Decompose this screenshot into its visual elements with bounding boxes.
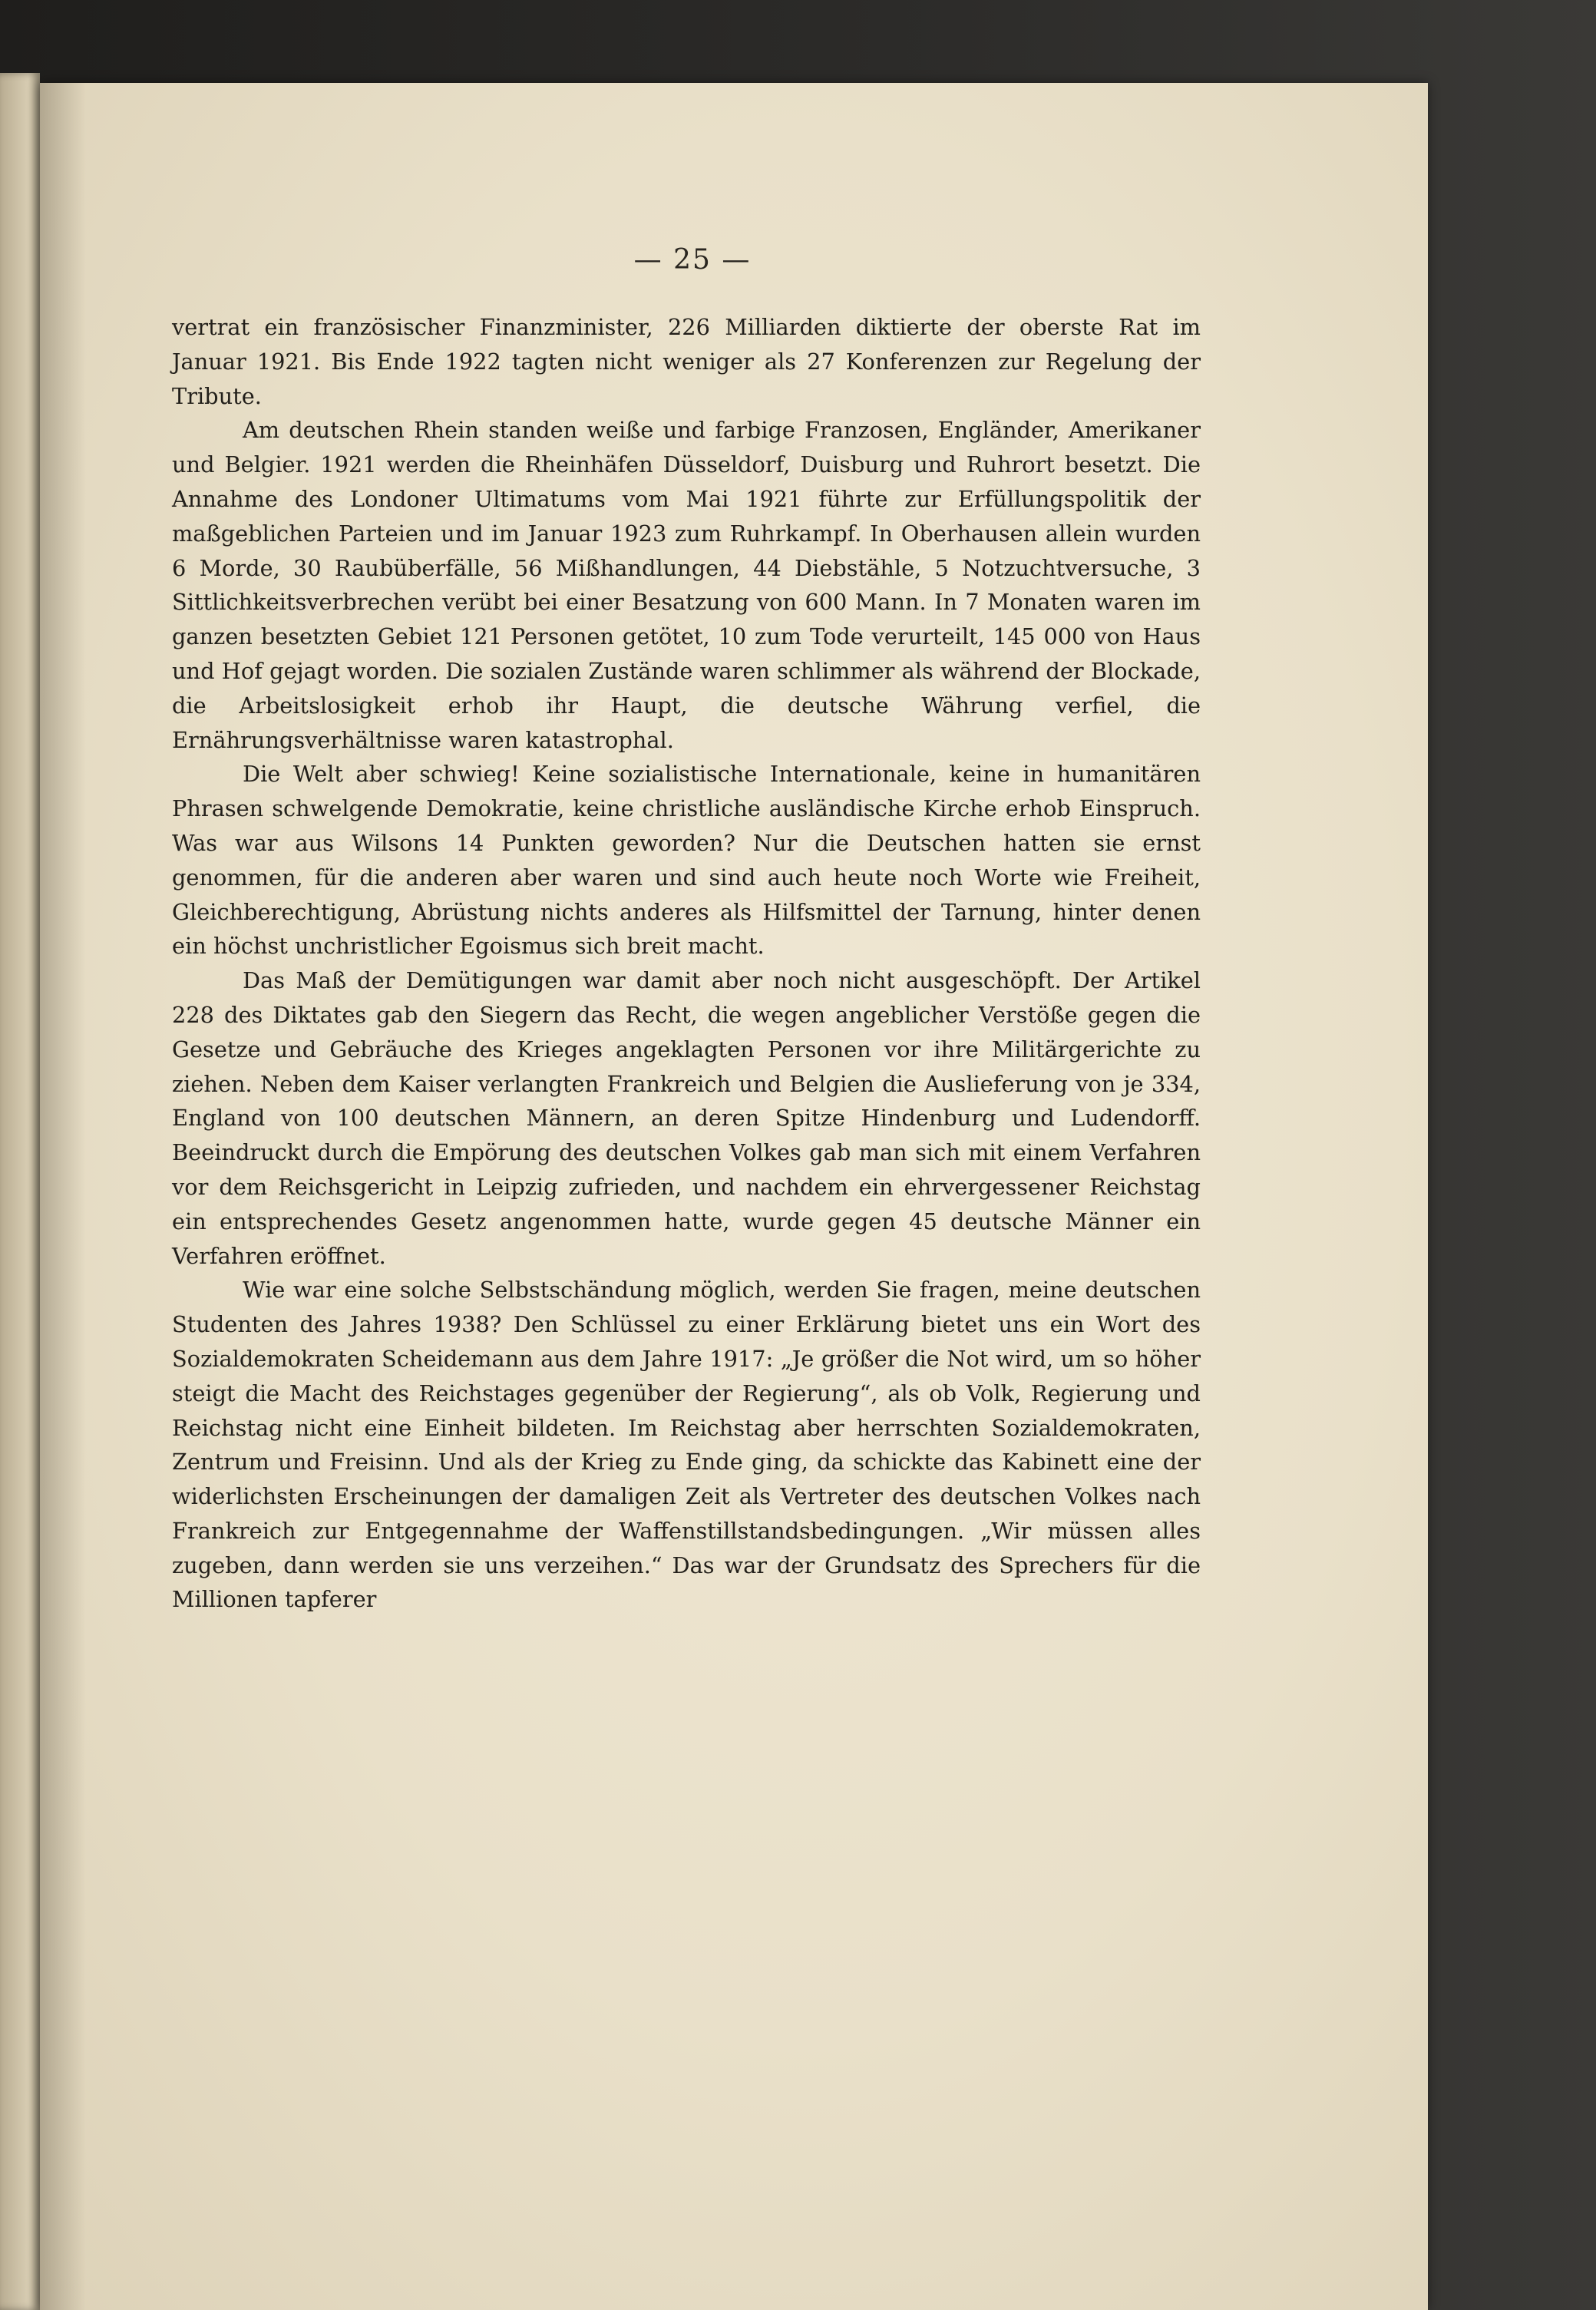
- paragraph-3: Die Welt aber schwieg! Keine sozialistische Internationale, keine in humanitären Phrasen schwelgende Demokratie, keine christliche ausländische Kirche erhob Einspruch. Was war aus Wilsons 14 Punkten geworden? Nur die Deutschen hatten sie ernst genommen, für die anderen aber waren und sind auch heute noch Worte wie Freiheit, Gleichberechtigung, Abrüstung nichts anderes als Hilfsmittel der Tarnung, hinter denen ein höchst unchristlicher Egoismus sich breit macht.: [172, 761, 1201, 960]
- paragraph-5: Wie war eine solche Selbstschändung möglich, werden Sie fragen, meine deutschen Studenten des Jahres 1938? Den Schlüssel zu einer Erklärung bietet uns ein Wort des Sozialdemokraten Scheidemann aus dem Jahre 1917: „Je größer die Not wird, um so höher steigt die Macht des Reichstages gegenüber der Regierung“, als ob Volk, Regierung und Reichstag nicht eine Einheit bildeten. Im Reichstag aber herrschten Sozialdemokraten, Zentrum und Freisinn. Und als der Krieg zu Ende ging, da schickte das Kabinett eine der widerlichsten Erscheinungen der damaligen Zeit als Vertreter des deutschen Volkes nach Frankreich zur Entgegennahme der Waffenstillstandsbedingungen. „Wir müssen alles zugeben, dann werden sie uns verzeihen.“ Das war der Grundsatz des Sprechers für die Millionen tapferer: [172, 1277, 1201, 1613]
- left-page-edge: [0, 73, 40, 2310]
- paragraph-4: Das Maß der Demütigungen war damit aber noch nicht ausgeschöpft. Der Artikel 228 des Diktates gab den Siegern das Recht, die wegen angeblicher Verstöße gegen die Gesetze und Gebräuche des Krieges angeklagten Personen vor ihre Militärgerichte zu ziehen. Neben dem Kaiser verlangten Frankreich und Belgien die Auslieferung von je 334, England von 100 deutschen Männern, an deren Spitze Hindenburg und Ludendorff. Beeindruckt durch die Empörung des deutschen Volkes gab man sich mit einem Verfahren vor dem Reichsgericht in Leipzig zufrieden, und nachdem ein ehrvergessener Reichstag ein entsprechendes Gesetz angenommen hatte, wurde gegen 45 deutsche Männer ein Verfahren eröffnet.: [172, 967, 1201, 1269]
- paragraph-2: Am deutschen Rhein standen weiße und farbige Franzosen, Engländer, Amerikaner und Belgier. 1921 werden die Rheinhäfen Düsseldorf, Duisburg und Ruhrort besetzt. Die Annahme des Londoner Ultimatums vom Mai 1921 führte zur Erfüllungspolitik der maßgeblichen Parteien und im Januar 1923 zum Ruhrkampf. In Oberhausen allein wurden 6 Morde, 30 Raubüberfälle, 56 Mißhandlungen, 44 Diebstähle, 5 Notzuchtversuche, 3 Sittlichkeitsverbrechen verübt bei einer Besatzung von 600 Mann. In 7 Monaten waren im ganzen besetzten Gebiet 121 Personen getötet, 10 zum Tode verurteilt, 145 000 von Haus und Hof gejagt worden. Die sozialen Zustände waren schlimmer als während der Blockade, die Arbeitslosigkeit erhob ihr Haupt, die deutsche Währung verfiel, die Ernährungsverhältnisse waren katastrophal.: [172, 417, 1201, 753]
- page-number: — 25 —: [633, 244, 752, 276]
- gutter-shadow: [40, 83, 86, 2310]
- paragraph-1: vertrat ein französischer Finanzminister, 226 Milliarden diktierte der oberste Rat im Januar 1921. Bis Ende 1922 tagten nicht weniger als 27 Konferenzen zur Regelung der Tribute.: [172, 314, 1201, 409]
- book-page: [40, 83, 1428, 2310]
- body-text: [172, 310, 1201, 1617]
